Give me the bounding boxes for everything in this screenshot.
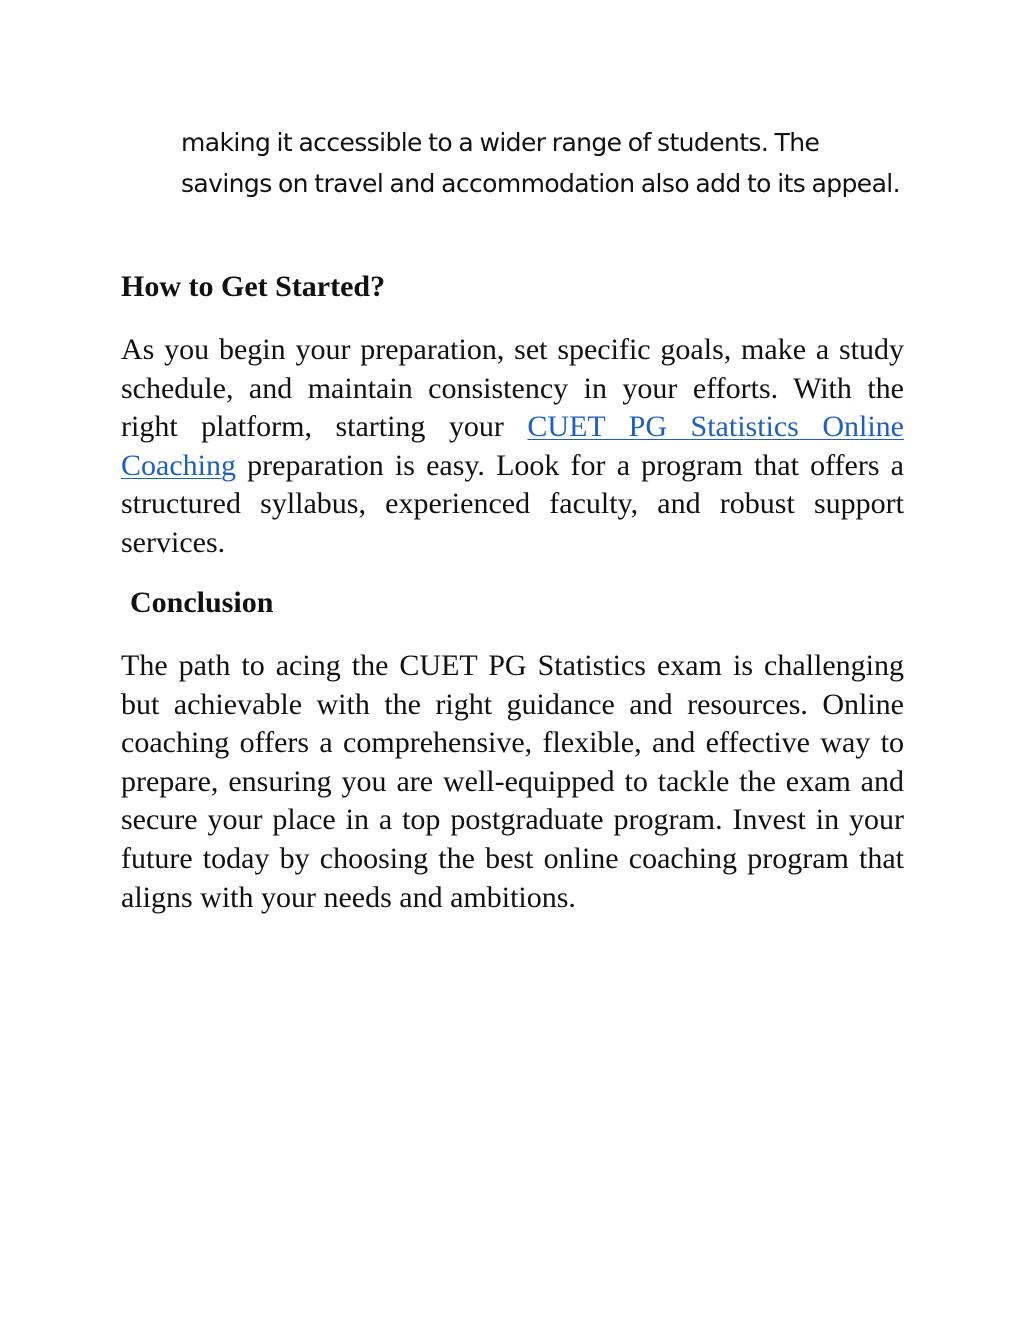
get-started-paragraph [121,331,904,563]
conclusion-paragraph: The path to acing the CUET PG Statistics exam is challenging but achievable with the right guidance and resources. Online coaching offers a comprehensive, flexible, and effective way to prepare, ensuring you are well-equipped to tackle the exam and secure your place in a top postgraduate program. Invest in your future today by choosing the best online coaching program that aligns with your needs and ambitions. [121,649,904,914]
cuet-pg-statistics-coaching-link[interactable]: CUET PG Statistics Online Coaching [121,410,905,482]
section-heading-conclusion: Conclusion [130,586,274,619]
section-heading-get-started: How to Get Started? [121,270,386,303]
continuation-paragraph: making it accessible to a wider range of students. The savings on travel and accommodation also add to its appeal. [181,128,900,198]
get-started-text-after-link: preparation is easy. Look for a program that offers a structured syllabus, experienced faculty, and robust support services. [121,448,904,559]
get-started-text-before-link: As you begin your preparation, set specific goals, make a study schedule, and maintain consistency in your efforts. With the right platform, starting your [121,333,904,444]
